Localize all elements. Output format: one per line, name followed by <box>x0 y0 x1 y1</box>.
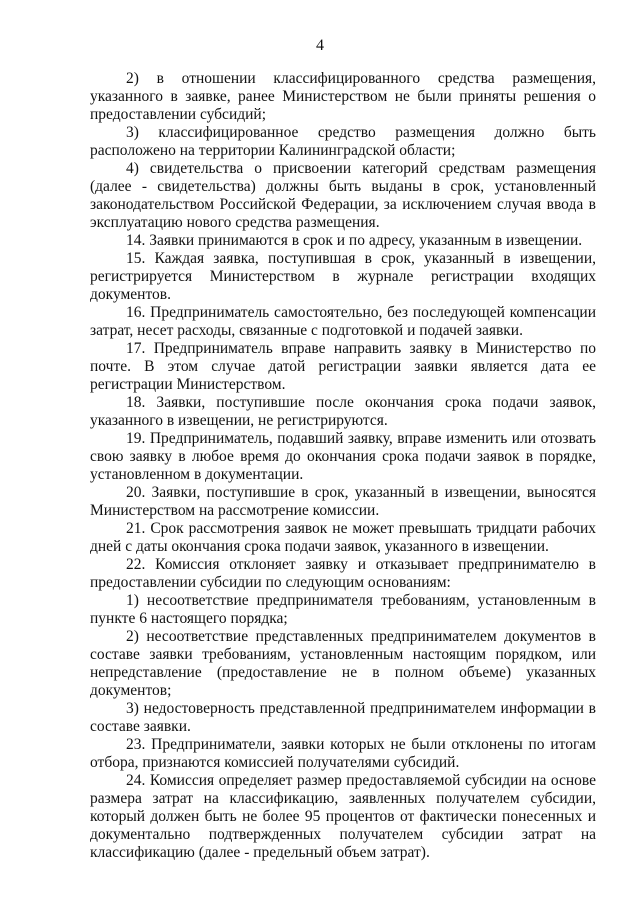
paragraph-21: 21. Срок рассмотрения заявок не может превышать тридцати рабочих дней с даты окончания срока подачи заявок, указанного в извещении. <box>90 520 596 555</box>
document-body <box>90 70 596 862</box>
paragraph-20: 20. Заявки, поступившие в срок, указанный в извещении, выносятся Министерством на рассмотрение комиссии. <box>90 484 596 519</box>
paragraph-16: 16. Предприниматель самостоятельно, без последующей компенсации затрат, несет расходы, связанные с подготовкой и подачей заявки. <box>90 304 596 339</box>
paragraph-item-2: 2) в отношении классифицированного средства размещения, указанного в заявке, ранее Министерством не были приняты решения о предоставлении субсидий; <box>90 70 596 123</box>
paragraph-23: 23. Предприниматели, заявки которых не были отклонены по итогам отбора, признаются комиссией получателями субсидий. <box>90 736 596 771</box>
paragraph-item-3: 3) классифицированное средство размещения должно быть расположено на территории Калининградской области; <box>90 124 596 159</box>
paragraph-19: 19. Предприниматель, подавший заявку, вправе изменить или отозвать свою заявку в любое время до окончания срока подачи заявок в порядке, установленном в документации. <box>90 430 596 483</box>
paragraph-15: 15. Каждая заявка, поступившая в срок, указанный в извещении, регистрируется Министерством в журнале регистрации входящих документов. <box>90 250 596 303</box>
paragraph-22-item-3: 3) недостоверность представленной предпринимателем информации в составе заявки. <box>90 700 596 735</box>
paragraph-24: 24. Комиссия определяет размер предоставляемой субсидии на основе размера затрат на классификацию, заявленных получателем субсидии, который должен быть не более 95 процентов от фактически понесенных и документально подтвержденных получателем субсидии затрат на классификацию (далее - предельный объем затрат). <box>90 772 596 861</box>
paragraph-22-item-1: 1) несоответствие предпринимателя требованиям, установленным в пункте 6 настоящего порядка; <box>90 592 596 627</box>
paragraph-18: 18. Заявки, поступившие после окончания срока подачи заявок, указанного в извещении, не регистрируются. <box>90 394 596 429</box>
paragraph-14: 14. Заявки принимаются в срок и по адресу, указанным в извещении. <box>126 232 583 249</box>
paragraph-item-4: 4) свидетельства о присвоении категорий средствам размещения (далее - свидетельства) должны быть выданы в срок, установленный законодательством Российской Федерации, за исключением случая ввода в эксплуатацию нового средства размещения. <box>90 160 596 231</box>
paragraph-22-item-2: 2) несоответствие представленных предпринимателем документов в составе заявки требованиям, установленным настоящим порядком, или непредставление (предоставление не в полном объеме) указанных документов; <box>90 628 596 699</box>
paragraph-17: 17. Предприниматель вправе направить заявку в Министерство по почте. В этом случае датой регистрации заявки является дата ее регистрации Министерством. <box>90 340 596 393</box>
paragraph-22: 22. Комиссия отклоняет заявку и отказывает предпринимателю в предоставлении субсидии по следующим основаниям: <box>90 556 596 591</box>
page-number: 4 <box>316 37 324 54</box>
